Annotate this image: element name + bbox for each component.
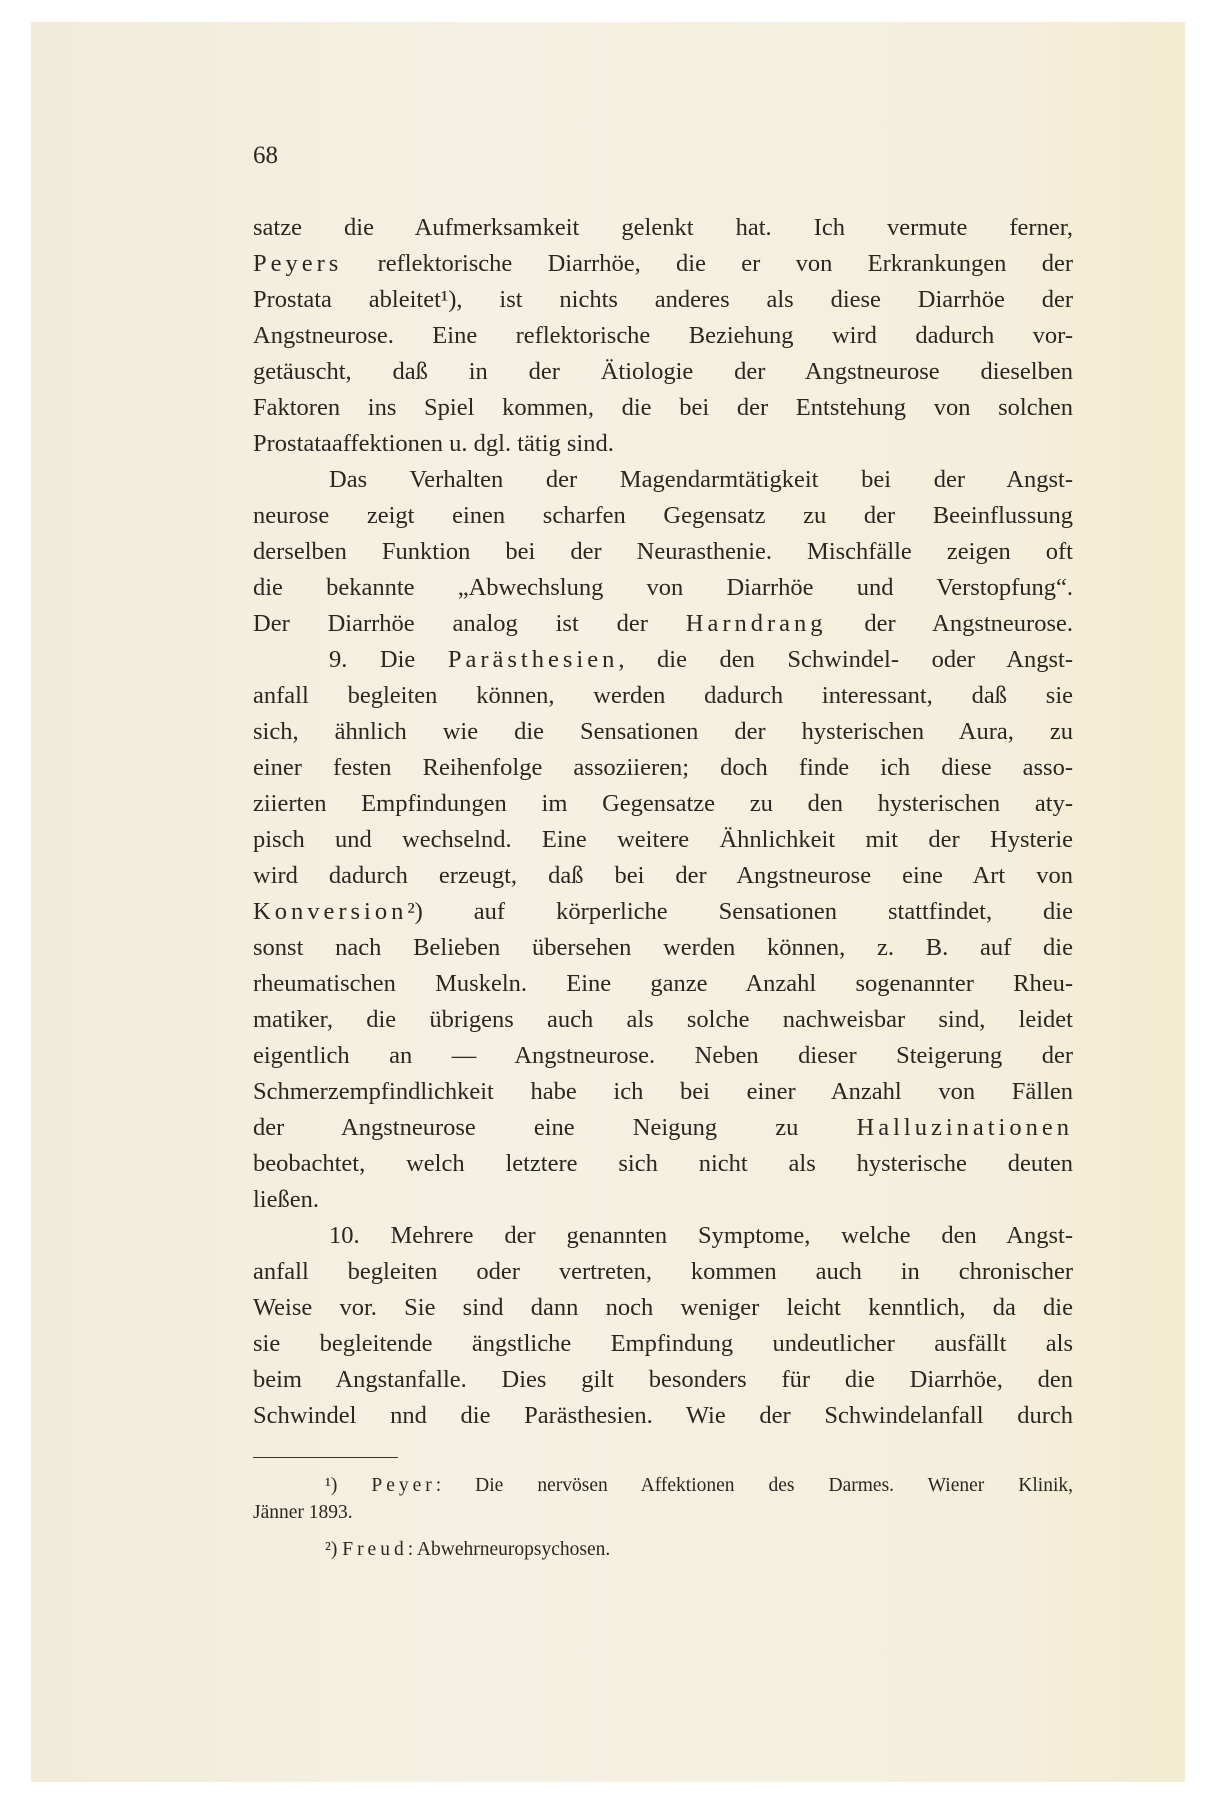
text-run: sich, ähnlich wie die Sensationen der hysterischen Aura, zu (253, 718, 1073, 745)
text-run: Der Diarrhöe analog ist der (253, 610, 686, 637)
text-line (253, 678, 1073, 714)
text-line (253, 750, 1073, 786)
text-line (253, 318, 1073, 354)
text-run: sie begleitende ängstliche Empfindung undeutlicher ausfällt als (253, 1330, 1073, 1357)
footnote-line (253, 1472, 1073, 1499)
text-line (253, 1110, 1073, 1146)
text-run: Das Verhalten der Magendarmtätigkeit bei der Angst- (329, 466, 1073, 493)
text-line (253, 534, 1073, 570)
spaced-emphasis: Harndrang (685, 610, 827, 637)
text-run: Weise vor. Sie sind dann noch weniger leicht kenntlich, da die (253, 1294, 1073, 1321)
text-run: ²) auf körperliche Sensationen stattfindet, die (407, 898, 1073, 925)
text-line (253, 1146, 1073, 1182)
text-line (253, 714, 1073, 750)
page-number: 68 (253, 142, 278, 169)
text-line (253, 822, 1073, 858)
text-line (253, 282, 1073, 318)
text-run: 10. Mehrere der genannten Symptome, welche den Angst- (329, 1222, 1073, 1249)
text-line (253, 858, 1073, 894)
text-run: eigentlich an — Angstneurose. Neben dieser Steigerung der (253, 1042, 1073, 1069)
text-run: Schmerzempfindlichkeit habe ich bei einer Anzahl von Fällen (253, 1078, 1073, 1105)
text-line (253, 1254, 1073, 1290)
footnotes (253, 1472, 1073, 1563)
text-line (253, 390, 1073, 426)
spaced-emphasis: Konversion (253, 898, 408, 925)
text-run: ¹) (325, 1475, 372, 1496)
text-line (253, 426, 1073, 462)
text-line (253, 462, 1073, 498)
text-line (253, 570, 1073, 606)
text-run: Prostata ableitet¹), ist nichts anderes als diese Diarrhöe der (253, 286, 1073, 313)
text-run: Angstneurose. Eine reflektorische Beziehung wird dadurch vor- (253, 322, 1073, 349)
text-run: beim Angstanfalle. Dies gilt besonders für die Diarrhöe, den (253, 1366, 1073, 1393)
text-run: Schwindel nnd die Parästhesien. Wie der Schwindelanfall durch (253, 1402, 1073, 1429)
text-line (253, 354, 1073, 390)
text-run: beobachtet, welch letztere sich nicht als hysterische deuten (253, 1150, 1073, 1177)
text-line (253, 894, 1073, 930)
text-run: die bekannte „Abwechslung von Diarrhöe und Verstopfung“. (253, 574, 1073, 601)
text-run: rheumatischen Muskeln. Eine ganze Anzahl sogenannter Rheu- (253, 970, 1073, 997)
footnote-line (253, 1536, 1073, 1563)
text-line (253, 1290, 1073, 1326)
footnote-line (253, 1499, 1073, 1526)
text-line (253, 1038, 1073, 1074)
spaced-emphasis: Peyers (253, 250, 343, 277)
spaced-emphasis: Parästhesien (447, 646, 619, 673)
text-run: anfall begleiten können, werden dadurch interessant, daß sie (253, 682, 1073, 709)
spaced-emphasis: Freud (342, 1539, 408, 1560)
text-line (253, 1002, 1073, 1038)
text-run: ziierten Empfindungen im Gegensatze zu den hysterischen aty- (253, 790, 1073, 817)
text-run: satze die Aufmerksamkeit gelenkt hat. Ich vermute ferner, (253, 214, 1073, 241)
text-run: anfall begleiten oder vertreten, kommen auch in chronischer (253, 1258, 1073, 1285)
text-run: : Abwehrneuropsychosen. (407, 1539, 611, 1560)
text-line (253, 498, 1073, 534)
text-run: einer festen Reihenfolge assoziieren; doch finde ich diese asso- (253, 754, 1073, 781)
text-line (253, 210, 1073, 246)
text-run: matiker, die übrigens auch als solche nachweisbar sind, leidet (253, 1006, 1073, 1033)
text-run: Faktoren ins Spiel kommen, die bei der Entstehung von solchen (253, 394, 1073, 421)
text-run: wird dadurch erzeugt, daß bei der Angstneurose eine Art von (253, 862, 1073, 889)
text-line (253, 1182, 1073, 1218)
text-run: ²) (325, 1539, 343, 1560)
text-run: , die den Schwindel- oder Angst- (618, 646, 1073, 673)
text-run: pisch und wechselnd. Eine weitere Ähnlichkeit mit der Hysterie (253, 826, 1073, 853)
text-line (253, 930, 1073, 966)
text-line (253, 1326, 1073, 1362)
spaced-emphasis: Peyer (371, 1475, 436, 1496)
text-run: ließen. (253, 1186, 319, 1213)
body-text (253, 210, 1073, 1434)
text-run: Prostataaffektionen u. dgl. tätig sind. (253, 430, 614, 457)
text-run: reflektorische Diarrhöe, die er von Erkrankungen der (342, 250, 1073, 277)
text-line (253, 642, 1073, 678)
text-line (253, 1074, 1073, 1110)
text-run: : Die nervösen Affektionen des Darmes. Wiener Klinik, (435, 1475, 1073, 1496)
footnote-rule (253, 1457, 398, 1458)
text-run: 9. Die (329, 646, 448, 673)
text-line (253, 606, 1073, 642)
text-line (253, 246, 1073, 282)
text-run: getäuscht, daß in der Ätiologie der Angstneurose dieselben (253, 358, 1073, 385)
text-run: derselben Funktion bei der Neurasthenie. Mischfälle zeigen oft (253, 538, 1073, 565)
text-run: der Angstneurose eine Neigung zu (253, 1114, 857, 1141)
spaced-emphasis: Halluzinationen (856, 1114, 1073, 1141)
text-run: neurose zeigt einen scharfen Gegensatz zu der Beeinflussung (253, 502, 1073, 529)
text-line (253, 1398, 1073, 1434)
text-line (253, 1362, 1073, 1398)
text-run: sonst nach Belieben übersehen werden können, z. B. auf die (253, 934, 1073, 961)
text-line (253, 966, 1073, 1002)
text-line (253, 786, 1073, 822)
text-line (253, 1218, 1073, 1254)
text-run: der Angstneurose. (826, 610, 1073, 637)
text-run: Jänner 1893. (253, 1502, 353, 1523)
